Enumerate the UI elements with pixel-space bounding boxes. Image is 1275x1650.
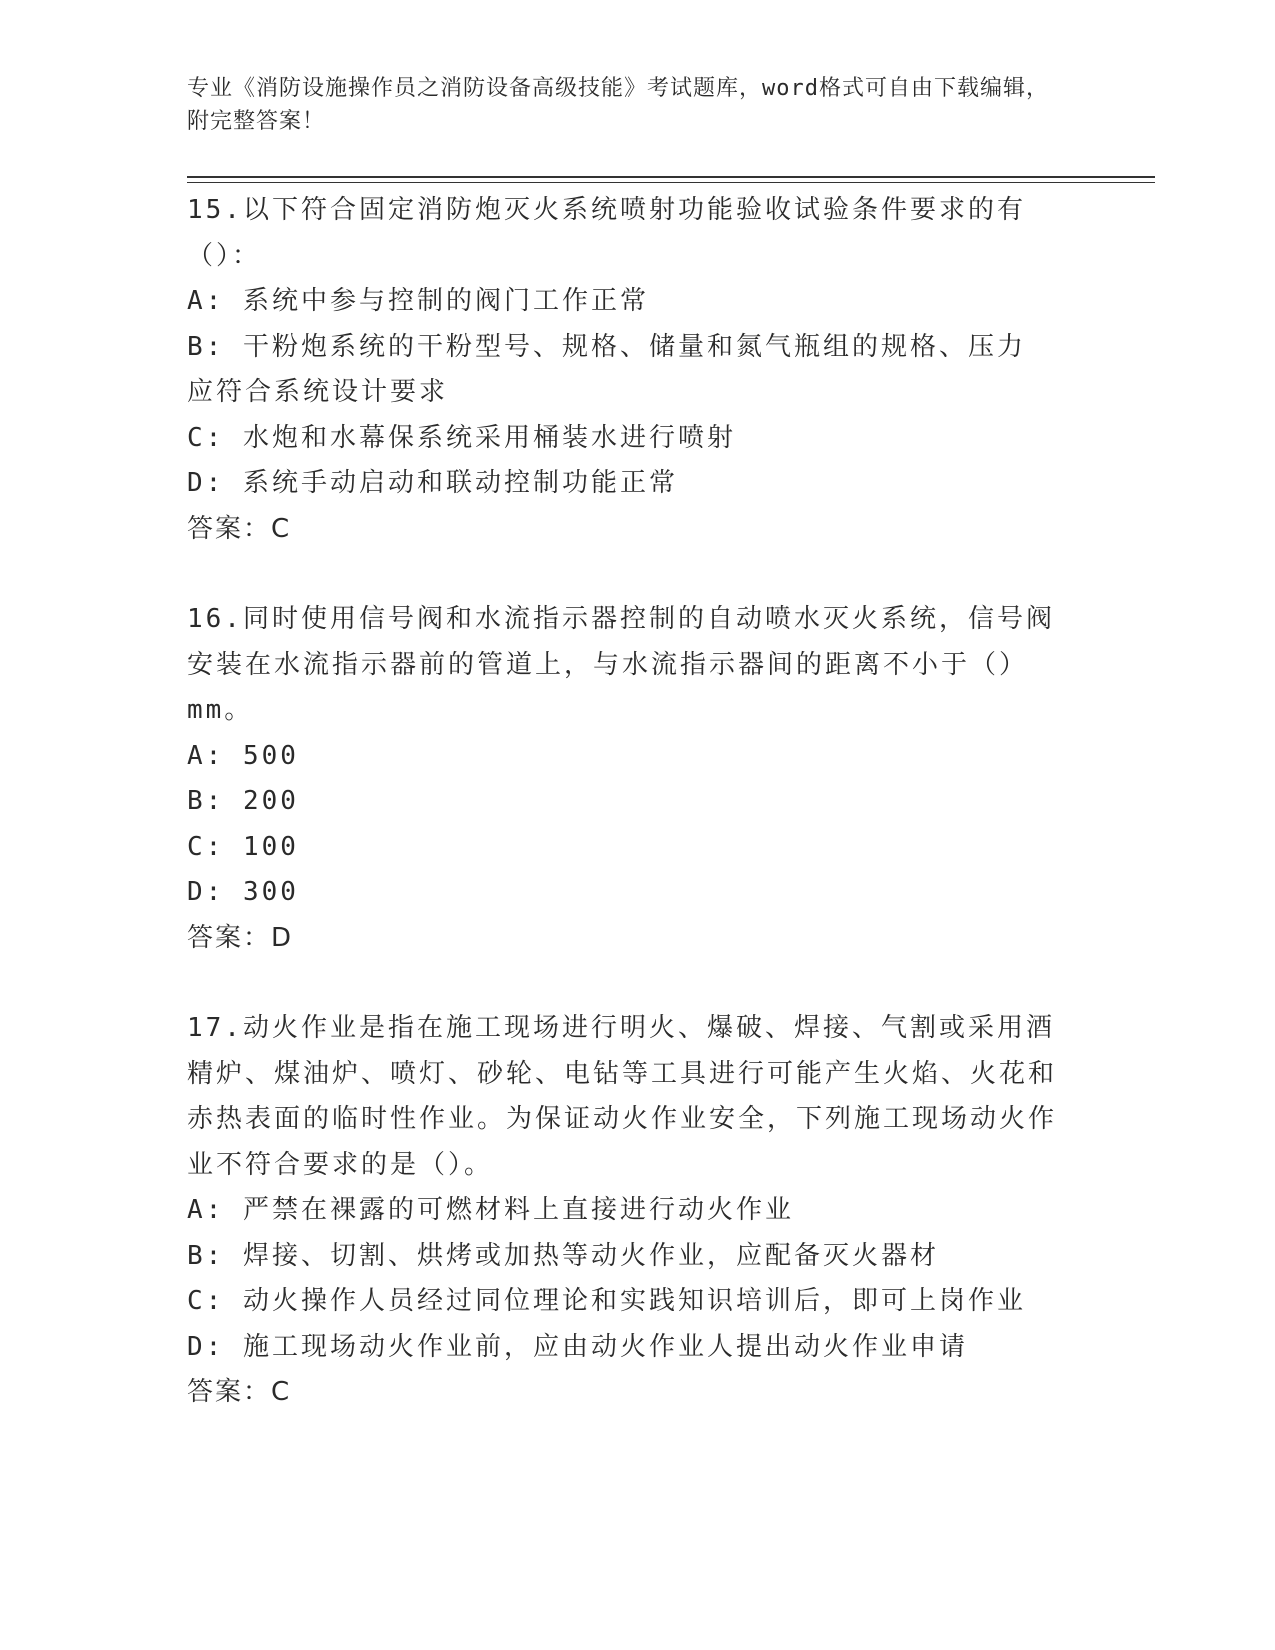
option-a: A: 500 [187, 740, 299, 771]
option-b: B: 200 [187, 786, 299, 816]
question-17 [187, 1006, 1087, 1416]
answer-line [187, 507, 1087, 553]
header-divider-thick [187, 176, 1155, 178]
option-d: D: 300 [187, 877, 299, 907]
option-a: A: 系统中参与控制的阀门工作正常 [187, 286, 649, 316]
question-16 [187, 597, 1087, 961]
option-d: D: 系统手动启动和联动控制功能正常 [187, 468, 678, 498]
answer-label: 答案： [187, 1377, 272, 1407]
answer-line [187, 1370, 1087, 1416]
document-header: 专业《消防设施操作员之消防设备高级技能》考试题库，word格式可自由下载编辑，附完整答案！ [187, 76, 1049, 134]
answer-value: C [271, 1377, 292, 1407]
question-text: 15.以下符合固定消防炮灭火系统喷射功能验收试验条件要求的有（）： [187, 195, 1026, 271]
answer-label: 答案： [187, 513, 272, 544]
question-text: 16.同时使用信号阀和水流指示器控制的自动喷水灭火系统，信号阀安装在水流指示器前的管道上，与水流指示器间的距离不小于（）mm。 [187, 604, 1055, 725]
question-text: 17.动火作业是指在施工现场进行明火、爆破、焊接、气割或采用酒精炉、煤油炉、喷灯、砂轮、电钻等工具进行可能产生火焰、火花和赤热表面的临时性作业。为保证动火作业安全，下列施工现场动火作业不符合要求的是（）。 [187, 1013, 1058, 1180]
answer-value: D [271, 922, 294, 953]
option-d: D: 施工现场动火作业前，应由动火作业人提出动火作业申请 [187, 1331, 968, 1362]
option-c: C: 动火操作人员经过同位理论和实践知识培训后，即可上岗作业 [187, 1286, 1026, 1316]
question-15 [187, 188, 1087, 552]
option-a: A: 严禁在裸露的可燃材料上直接进行动火作业 [187, 1195, 794, 1225]
answer-value: C [271, 513, 292, 544]
question-list [187, 188, 1087, 1461]
option-c: C: 水炮和水幕保系统采用桶装水进行喷射 [187, 422, 736, 453]
answer-label: 答案： [187, 922, 272, 953]
header-divider-thin [187, 182, 1155, 183]
option-c: C: 100 [187, 831, 299, 862]
answer-line [187, 916, 1087, 962]
option-b: B: 干粉炮系统的干粉型号、规格、储量和氮气瓶组的规格、压力应符合系统设计要求 [187, 331, 1026, 407]
option-b: B: 焊接、切割、烘烤或加热等动火作业，应配备灭火器材 [187, 1240, 939, 1271]
